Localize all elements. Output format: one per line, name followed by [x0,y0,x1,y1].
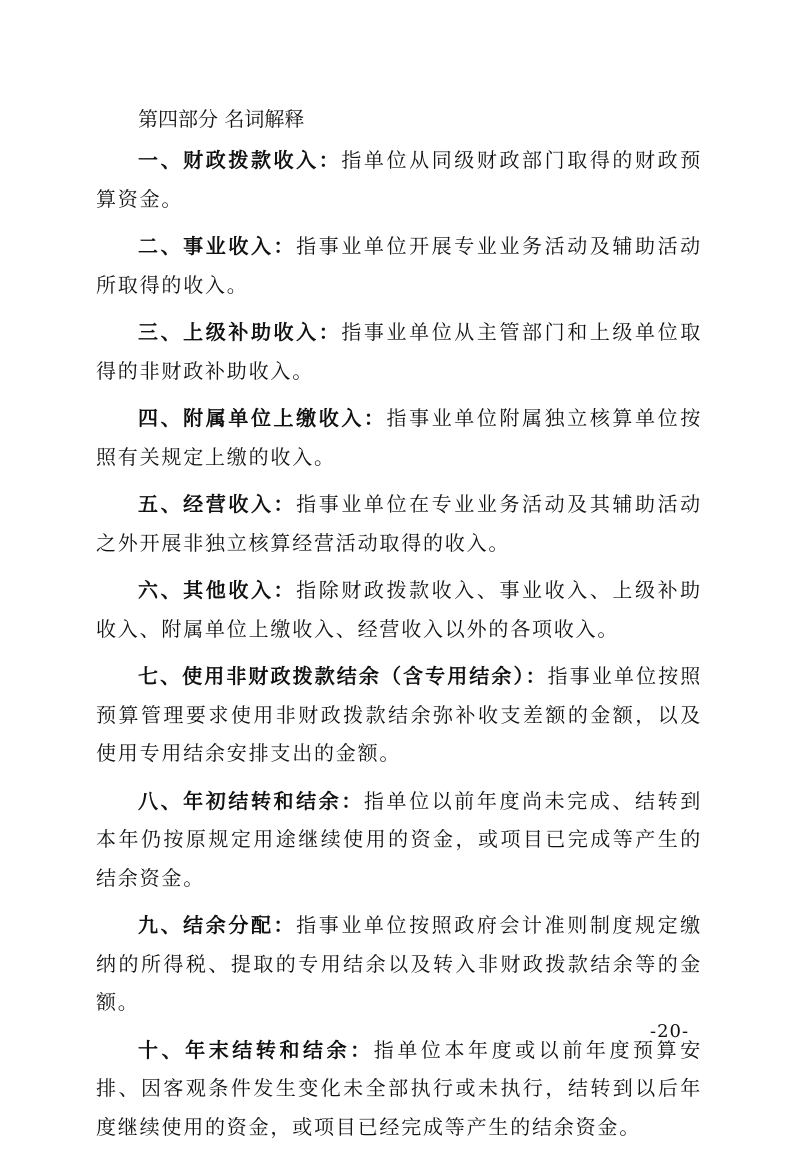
definition-entry [96,571,702,648]
definition-text: 指单位本年度或以前年度预算安排、因客观条件发生变化未全部执行或未执行，结转到以后年度继续使用的资金，或项目已经完成等产生的结余资金。 [96,1037,703,1139]
definition-entry [96,657,702,773]
definition-entry [96,906,702,1022]
page-number: -20- [650,1021,690,1042]
definition-list [96,141,702,1155]
definition-term: 二、事业收入： [138,234,297,258]
definition-entry [96,1031,702,1147]
definition-text: 指单位以前年度尚未完成、结转到本年仍按原规定用途继续使用的资金，或项目已完成等产生的结余资金。 [96,788,703,890]
definition-text: 指事业单位从主管部门和上级单位取得的非财政补助收入。 [96,320,702,383]
definition-text: 指除财政拨款收入、事业收入、上级补助收入、附属单位上缴收入、经营收入以外的各项收入。 [96,578,702,641]
definition-entry [96,782,702,898]
definition-term: 八、年初结转和结余： [138,788,364,813]
definition-term: 五、经营收入： [138,492,297,516]
definition-text: 指事业单位在专业业务活动及其辅助活动之外开展非独立核算经营活动取得的收入。 [96,492,702,555]
definition-term: 三、上级补助收入： [138,320,342,344]
definition-entry [96,227,702,304]
definition-term: 六、其他收入： [138,578,297,602]
definition-entry [96,141,702,218]
definition-term: 四、附属单位上缴收入： [138,406,387,430]
definition-text: 指事业单位附属独立核算单位按照有关规定上缴的收入。 [96,406,702,469]
definition-text: 指事业单位按照预算管理要求使用非财政拨款结余弥补收支差额的金额，以及使用专用结余安排支出的金额。 [96,664,702,765]
definition-text: 指事业单位开展专业业务活动及辅助活动所取得的收入。 [96,234,702,297]
definition-term: 一、财政拨款收入： [138,148,342,172]
definition-entry [96,313,702,390]
section-title: 第四部分 名词解释 [138,107,305,131]
definition-term: 九、结余分配： [138,913,297,937]
definition-text: 指单位从同级财政部门取得的财政预算资金。 [96,148,702,211]
definition-term: 十、年末结转和结余： [138,1037,374,1062]
definition-text: 指事业单位按照政府会计准则制度规定缴纳的所得税、提取的专用结余以及转入非财政拨款结余等的金额。 [96,913,702,1014]
definition-entry [96,399,702,476]
definition-entry [96,485,702,562]
definition-term: 七、使用非财政拨款结余（含专用结余）： [138,664,548,688]
